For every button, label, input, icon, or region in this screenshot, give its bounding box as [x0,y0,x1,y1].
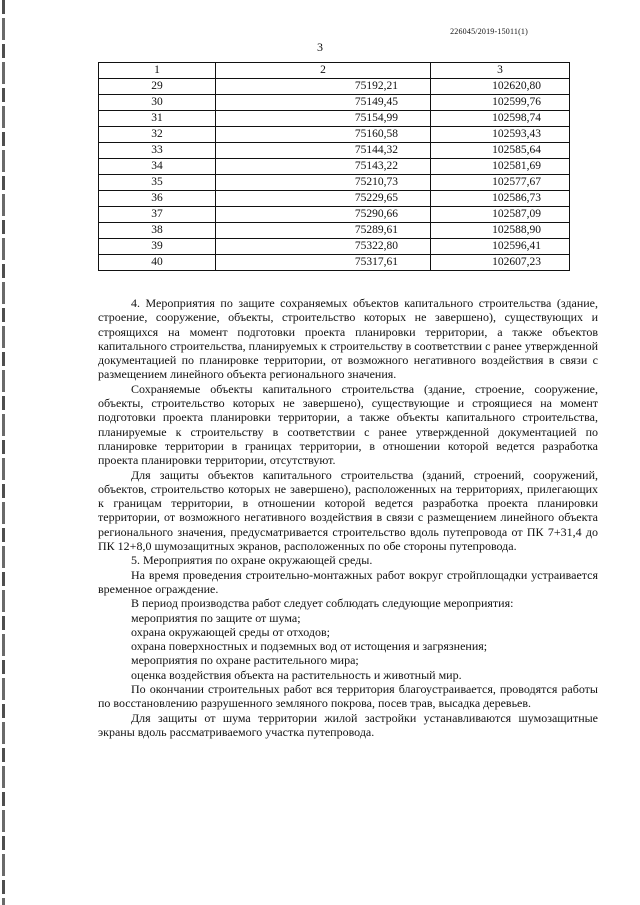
table-cell: 75143,22 [216,159,431,175]
table-row [99,79,570,95]
period-paragraph: В период производства работ следует соблюдать следующие мероприятия: [131,596,514,611]
fence-paragraph: На время проведения строительно-монтажных работ вокруг стройплощадки устраивается временное ограждение. [98,567,598,596]
table-cell: 75149,45 [216,95,431,111]
table-cell: 40 [99,255,216,271]
table-row [99,175,570,191]
table-row [99,223,570,239]
list-item: оценка воздействия объекта на растительность и животный мир. [131,667,462,682]
list-item: охрана поверхностных и подземных вод от истощения и загрязнения; [131,639,488,654]
table-cell: 39 [99,239,216,255]
table-cell: 33 [99,143,216,159]
section-5-heading: 5. Мероприятия по охране окружающей среды. [131,553,373,568]
table-cell: 32 [99,127,216,143]
table-cell: 75192,21 [216,79,431,95]
table-cell: 102588,90 [431,223,570,239]
column-header: 1 [99,63,216,79]
table-row [99,143,570,159]
table-cell: 30 [99,95,216,111]
list-item: мероприятия по охране растительного мира; [131,653,359,668]
table-cell: 37 [99,207,216,223]
measures-list [98,611,598,682]
body-text [98,296,598,739]
document-id: 226045/2019-15011(1) [450,27,528,36]
table-cell: 36 [99,191,216,207]
binding-edge [2,0,5,905]
table-cell: 102587,09 [431,207,570,223]
column-header: 2 [216,63,431,79]
preserved-objects-paragraph: Сохраняемые объекты капитального строительства (здание, строение, сооружение, объекты, строительство которых не завершено), существующие и строящиеся на момент подготовки проекта планировки территории, а также объекты капитального строительства, планируемые к строительству в соответствии с ранее утвержденной документацией по планировке территории в границах территории, в отношении которой ведется разработка проекта планировки территории, отсутствуют. [98,381,598,468]
table-cell: 102599,76 [431,95,570,111]
table-row [99,111,570,127]
page-number: 3 [317,40,323,54]
table-cell: 38 [99,223,216,239]
table-row [99,127,570,143]
table-row [99,95,570,111]
table-header-row [99,63,570,79]
table-cell: 102593,43 [431,127,570,143]
table-cell: 75290,66 [216,207,431,223]
table-cell: 34 [99,159,216,175]
table-row [99,239,570,255]
table-cell: 31 [99,111,216,127]
table-cell: 102596,41 [431,239,570,255]
table-row [99,255,570,271]
table-row [99,207,570,223]
table-cell: 102607,23 [431,255,570,271]
table-row [99,191,570,207]
column-header: 3 [431,63,570,79]
list-item: мероприятия по защите от шума; [131,610,301,625]
list-item: охрана окружающей среды от отходов; [131,624,330,639]
table-cell: 75154,99 [216,111,431,127]
table-cell: 102581,69 [431,159,570,175]
table-cell: 35 [99,175,216,191]
table-cell: 75210,73 [216,175,431,191]
table-cell: 102598,74 [431,111,570,127]
table-cell: 102620,80 [431,79,570,95]
table-cell: 75317,61 [216,255,431,271]
table-cell: 102577,67 [431,175,570,191]
table-row [99,159,570,175]
coordinates-table [98,62,570,271]
protection-paragraph: Для защиты объектов капитального строительства (зданий, строений, сооружений, объектов, строительство которых не завершено), расположенных на территориях, прилегающих к границам территории, в отношении которой ведется разработка проекта планировки территории, от возможного негативного воздействия в связи с размещением линейного объекта регионального значения, предусматривается строительство вдоль путепровода от ПК 7+31,4 до ПК 12+8,0 шумозащитных экранов, расположенных по обе стороны путепровода. [98,467,598,554]
table-body [99,79,570,271]
table-cell: 75289,61 [216,223,431,239]
section-4-paragraph: 4. Мероприятия по защите сохраняемых объектов капитального строительства (здание, строение, сооружение, объекты, строительство которых не завершено), существующих и строящихся на момент подготовки проекта планировки территории, а также объектов капитального строительства, планируемых к строительству в соответствии с ранее утвержденной документацией по планировке территории, от возможного негативного воздействия в связи с размещением линейного объекта регионального значения. [98,296,598,382]
table-cell: 75229,65 [216,191,431,207]
table-cell: 29 [99,79,216,95]
table-cell: 75144,32 [216,143,431,159]
table-cell: 75160,58 [216,127,431,143]
restoration-paragraph: По окончании строительных работ вся территория благоустраивается, проводятся работы по восстановлению разрушенного земляного покрова, посев трав, высадка деревьев. [98,682,598,711]
table-cell: 102586,73 [431,191,570,207]
noise-protection-paragraph: Для защиты от шума территории жилой застройки устанавливаются шумозащитные экраны вдоль рассматриваемого участка путепровода. [98,710,598,739]
table-cell: 102585,64 [431,143,570,159]
table-cell: 75322,80 [216,239,431,255]
